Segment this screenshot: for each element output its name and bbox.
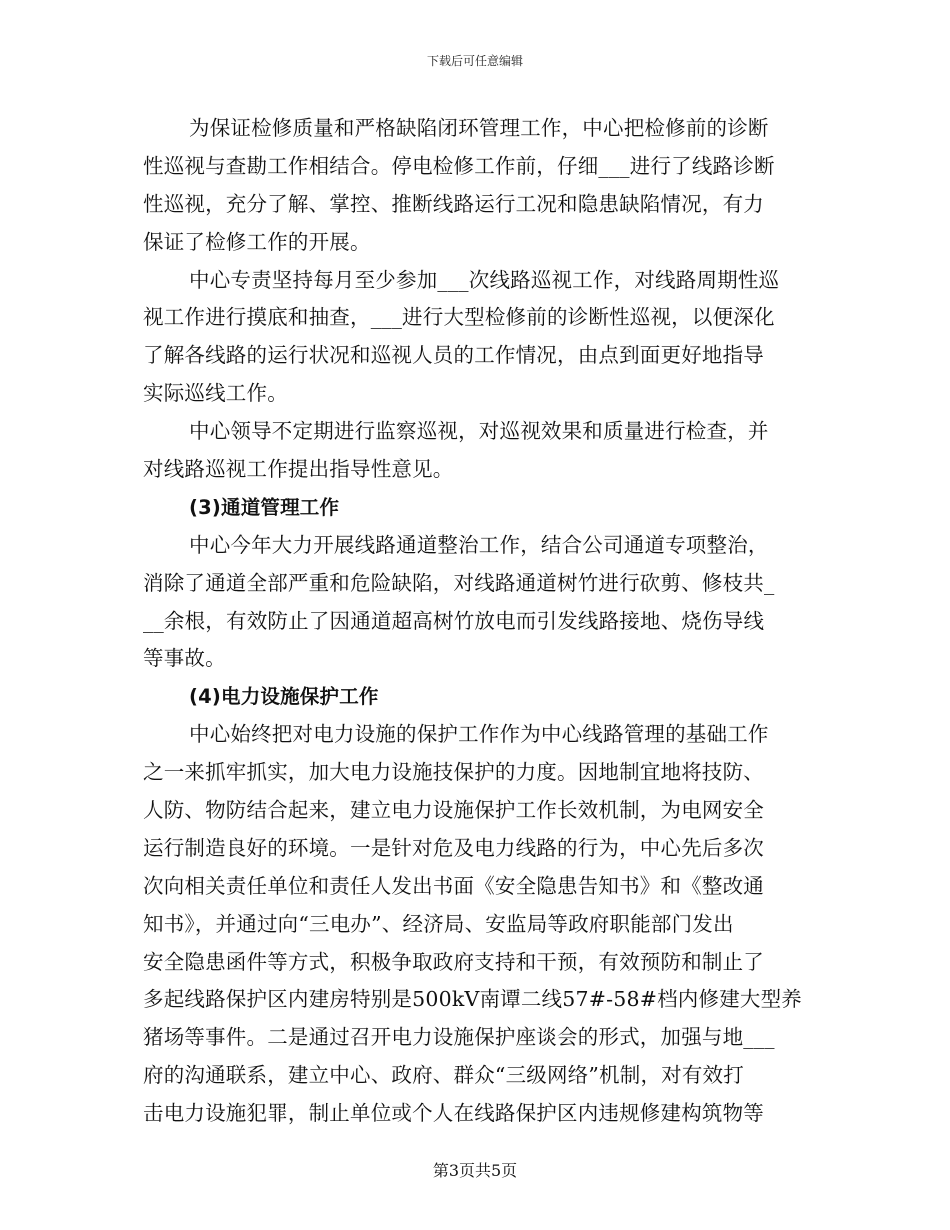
paragraph-line: 之一来抓牢抓实，加大电力设施技保护的力度。因地制宜地将技防、 (143, 760, 764, 785)
paragraph-line: 人防、物防结合起来，建立电力设施保护工作长效机制，为电网安全 (143, 798, 764, 823)
paragraph-line: 中心专责坚持每月至少参加___次线路巡视工作，对线路周期性巡 (189, 267, 780, 292)
paragraph-line: 知书》，并通过向“三电办”、经济局、安监局等政府职能部门发出 (143, 911, 734, 936)
paragraph-line: __余根，有效防止了因通道超高树竹放电而引发线路接地、烧伤导线 (143, 608, 765, 633)
paragraph-line: 性巡视，充分了解、掌控、推断线路运行工况和隐患缺陷情况，有力 (143, 191, 764, 216)
paragraph-line: 实际巡线工作。 (143, 381, 288, 406)
paragraph-line: 次向相关责任单位和责任人发出书面《安全隐患告知书》和《整改通 (143, 873, 764, 898)
paragraph-line: 对线路巡视工作提出指导性意见。 (143, 457, 454, 482)
section-heading: (4)电力设施保护工作 (189, 685, 379, 709)
paragraph-line: 等事故。 (143, 646, 226, 671)
paragraph-line: 为保证检修质量和严格缺陷闭环管理工作，中心把检修前的诊断 (189, 116, 769, 140)
paragraph-line: 消除了通道全部严重和危险缺陷，对线路通道树竹进行砍剪、修枝共_ (143, 570, 775, 595)
paragraph-line: 保证了检修工作的开展。 (143, 229, 371, 254)
paragraph-line: 性巡视与查勘工作相结合。停电检修工作前，仔细___进行了线路诊断 (143, 153, 775, 178)
paragraph-line: 运行制造良好的环境。一是针对危及电力线路的行为，中心先后多次 (143, 835, 764, 860)
paragraph-line: 安全隐患函件等方式，积极争取政府支持和干预，有效预防和制止了 (143, 949, 764, 974)
paragraph-line: 中心领导不定期进行监察巡视，对巡视效果和质量进行检查，并 (189, 419, 769, 444)
page-number-footer: 第3页共5页 (432, 1161, 518, 1180)
paragraph-line: 中心今年大力开展线路通道整治工作，结合公司通道专项整治， (189, 532, 769, 557)
page-header-note: 下载后可任意编辑 (426, 54, 523, 68)
paragraph-line: 视工作进行摸底和抽查，___进行大型检修前的诊断性巡视，以便深化 (143, 305, 775, 330)
paragraph-line: 了解各线路的运行状况和巡视人员的工作情况，由点到面更好地指导 (143, 343, 764, 368)
paragraph-line: 击电力设施犯罪，制止单位或个人在线路保护区内违规修建构筑物等 (143, 1101, 764, 1126)
paragraph-line: 猪场等事件。二是通过召开电力设施保护座谈会的形式，加强与地___ (143, 1025, 775, 1050)
paragraph-line: 中心始终把对电力设施的保护工作作为中心线路管理的基础工作 (189, 722, 769, 747)
paragraph-line: 府的沟通联系，建立中心、政府、群众“三级网络”机制，对有效打 (143, 1063, 744, 1088)
section-heading: (3)通道管理工作 (189, 495, 340, 519)
document-body (143, 110, 803, 1133)
paragraph-line: 多起线路保护区内建房特别是500kV南谭二线57#-58#档内修建大型养 (143, 987, 803, 1012)
